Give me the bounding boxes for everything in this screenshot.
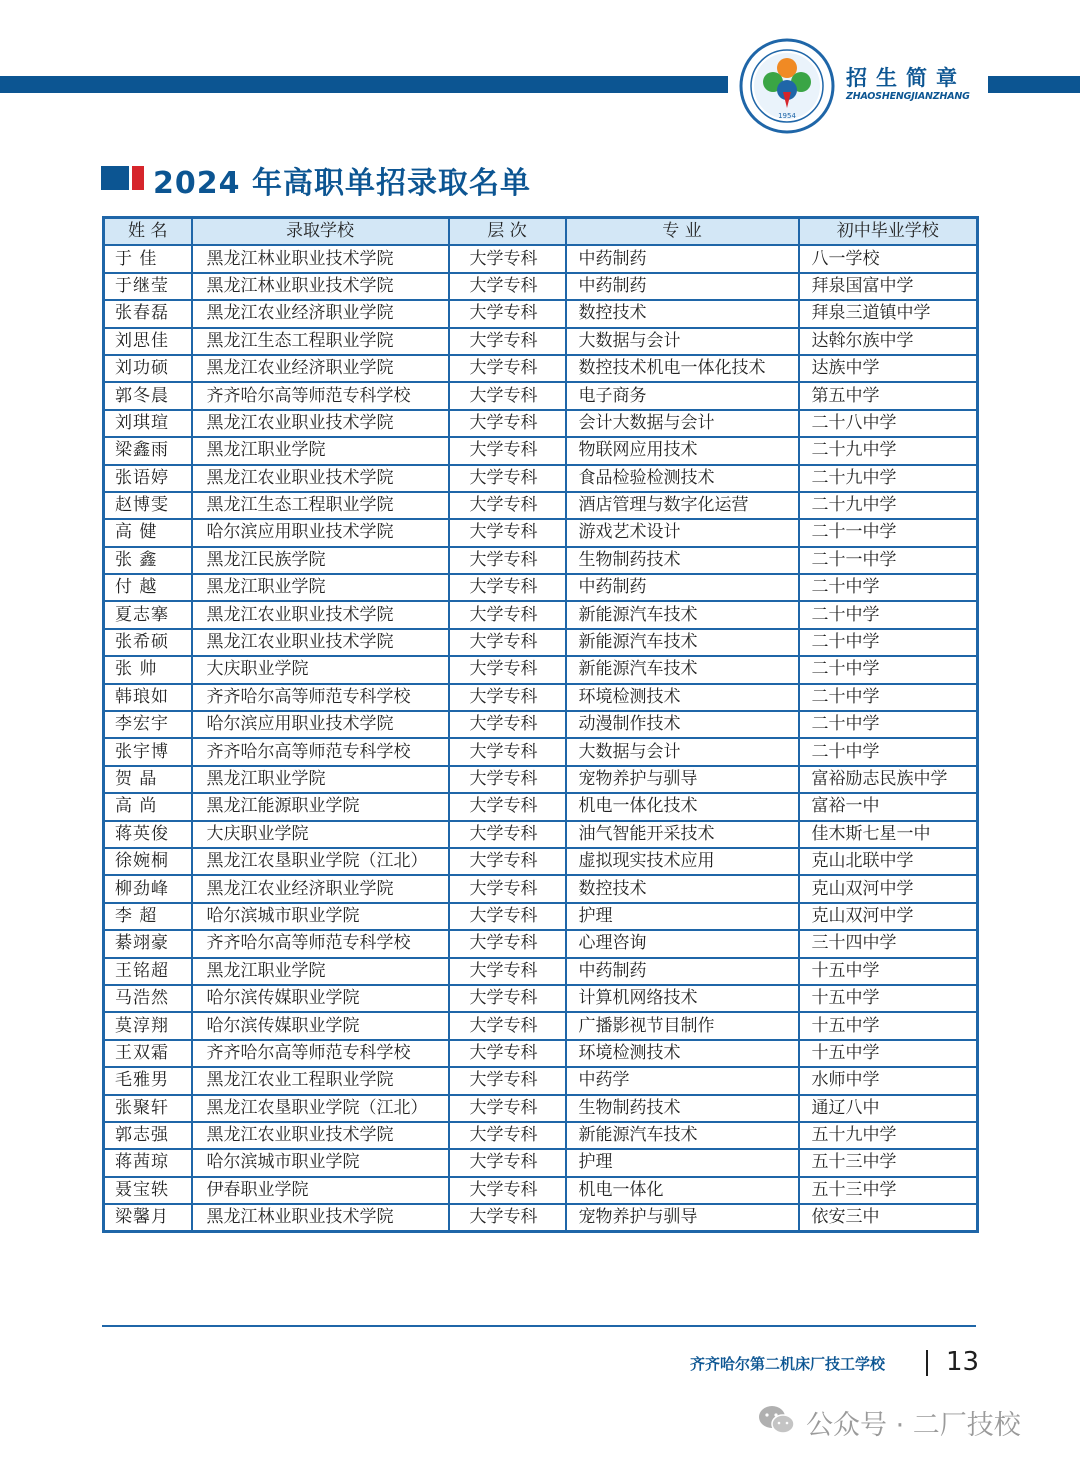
cell-student-name: 李 超 (104, 903, 192, 930)
cell-admitted-school: 黑龙江林业职业技术学院 (192, 273, 449, 300)
table-row (104, 930, 978, 957)
cell-middle-school: 三十四中学 (799, 930, 978, 957)
cell-student-name: 綦翊豪 (104, 930, 192, 957)
cell-admitted-school: 黑龙江农业经济职业学院 (192, 355, 449, 382)
cell-major: 新能源汽车技术 (566, 629, 799, 656)
table-row (104, 684, 978, 711)
cell-admitted-school: 黑龙江农业工程职业学院 (192, 1067, 449, 1094)
cell-student-name: 李宏宇 (104, 711, 192, 738)
cell-level: 大学专科 (449, 328, 566, 355)
cell-middle-school: 拜泉国富中学 (799, 273, 978, 300)
cell-level: 大学专科 (449, 1067, 566, 1094)
cell-student-name: 蒋茜琼 (104, 1149, 192, 1176)
cell-student-name: 马浩然 (104, 985, 192, 1012)
cell-level: 大学专科 (449, 930, 566, 957)
cell-student-name: 贺 晶 (104, 766, 192, 793)
cell-middle-school: 二十八中学 (799, 410, 978, 437)
cell-major: 新能源汽车技术 (566, 1122, 799, 1149)
cell-level: 大学专科 (449, 1177, 566, 1204)
cell-admitted-school: 大庆职业学院 (192, 821, 449, 848)
cell-middle-school: 五十九中学 (799, 1122, 978, 1149)
table-row (104, 629, 978, 656)
table-row (104, 848, 978, 875)
table-row (104, 1149, 978, 1176)
cell-student-name: 张 鑫 (104, 547, 192, 574)
cell-major: 中药制药 (566, 273, 799, 300)
cell-level: 大学专科 (449, 738, 566, 765)
cell-level: 大学专科 (449, 1095, 566, 1122)
cell-major: 食品检验检测技术 (566, 465, 799, 492)
school-logo-icon (739, 38, 835, 134)
cell-student-name: 付 越 (104, 574, 192, 601)
cell-major: 数控技术机电一体化技术 (566, 355, 799, 382)
table-row (104, 300, 978, 327)
brand-title: 招生简章 (846, 66, 966, 90)
table-body (104, 245, 978, 1232)
cell-student-name: 刘功硕 (104, 355, 192, 382)
table-row (104, 547, 978, 574)
cell-student-name: 张语婷 (104, 465, 192, 492)
cell-major: 数控技术 (566, 300, 799, 327)
cell-admitted-school: 哈尔滨应用职业技术学院 (192, 519, 449, 546)
cell-level: 大学专科 (449, 601, 566, 628)
cell-middle-school: 二十九中学 (799, 465, 978, 492)
cell-level: 大学专科 (449, 300, 566, 327)
cell-admitted-school: 黑龙江农业职业技术学院 (192, 1122, 449, 1149)
cell-student-name: 张春磊 (104, 300, 192, 327)
cell-middle-school: 拜泉三道镇中学 (799, 300, 978, 327)
cell-middle-school: 二十一中学 (799, 547, 978, 574)
cell-middle-school: 二十一中学 (799, 519, 978, 546)
cell-admitted-school: 哈尔滨城市职业学院 (192, 1149, 449, 1176)
cell-major: 新能源汽车技术 (566, 656, 799, 683)
cell-level: 大学专科 (449, 245, 566, 272)
table-row (104, 656, 978, 683)
table-row (104, 245, 978, 272)
cell-middle-school: 二十中学 (799, 574, 978, 601)
cell-major: 机电一体化技术 (566, 793, 799, 820)
table-row (104, 410, 978, 437)
table-row (104, 273, 978, 300)
table-row (104, 1095, 978, 1122)
cell-level: 大学专科 (449, 793, 566, 820)
cell-level: 大学专科 (449, 711, 566, 738)
cell-major: 环境检测技术 (566, 1040, 799, 1067)
cell-middle-school: 十五中学 (799, 1012, 978, 1039)
cell-student-name: 于 佳 (104, 245, 192, 272)
cell-level: 大学专科 (449, 656, 566, 683)
cell-level: 大学专科 (449, 519, 566, 546)
cell-middle-school: 水师中学 (799, 1067, 978, 1094)
cell-middle-school: 佳木斯七星一中 (799, 821, 978, 848)
cell-level: 大学专科 (449, 355, 566, 382)
table-row (104, 1040, 978, 1067)
table-row (104, 958, 978, 985)
cell-admitted-school: 黑龙江林业职业技术学院 (192, 245, 449, 272)
cell-student-name: 于继莹 (104, 273, 192, 300)
cell-major: 广播影视节目制作 (566, 1012, 799, 1039)
cell-major: 油气智能开采技术 (566, 821, 799, 848)
cell-admitted-school: 黑龙江农垦职业学院（江北） (192, 848, 449, 875)
cell-level: 大学专科 (449, 574, 566, 601)
cell-level: 大学专科 (449, 382, 566, 409)
cell-major: 游戏艺术设计 (566, 519, 799, 546)
cell-admitted-school: 黑龙江农业职业技术学院 (192, 465, 449, 492)
cell-major: 中药学 (566, 1067, 799, 1094)
table-row (104, 465, 978, 492)
cell-admitted-school: 大庆职业学院 (192, 656, 449, 683)
cell-major: 新能源汽车技术 (566, 601, 799, 628)
cell-middle-school: 富裕一中 (799, 793, 978, 820)
cell-level: 大学专科 (449, 1149, 566, 1176)
cell-admitted-school: 黑龙江农业职业技术学院 (192, 410, 449, 437)
table-row (104, 355, 978, 382)
cell-major: 大数据与会计 (566, 738, 799, 765)
cell-student-name: 徐婉桐 (104, 848, 192, 875)
watermark-text: 公众号 · 二厂技校 (806, 1410, 1021, 1441)
cell-middle-school: 二十中学 (799, 629, 978, 656)
cell-student-name: 刘思佳 (104, 328, 192, 355)
table-row (104, 328, 978, 355)
cell-admitted-school: 黑龙江农业职业技术学院 (192, 629, 449, 656)
cell-student-name: 毛雅男 (104, 1067, 192, 1094)
table-row (104, 903, 978, 930)
cell-admitted-school: 齐齐哈尔高等师范专科学校 (192, 684, 449, 711)
cell-admitted-school: 黑龙江生态工程职业学院 (192, 492, 449, 519)
table-row (104, 437, 978, 464)
table-row (104, 711, 978, 738)
cell-admitted-school: 黑龙江农业职业技术学院 (192, 601, 449, 628)
cell-student-name: 张 帅 (104, 656, 192, 683)
table-row (104, 1012, 978, 1039)
cell-major: 动漫制作技术 (566, 711, 799, 738)
cell-middle-school: 克山双河中学 (799, 875, 978, 902)
cell-student-name: 赵博雯 (104, 492, 192, 519)
cell-admitted-school: 哈尔滨应用职业技术学院 (192, 711, 449, 738)
cell-major: 大数据与会计 (566, 328, 799, 355)
cell-middle-school: 富裕励志民族中学 (799, 766, 978, 793)
table-row (104, 574, 978, 601)
footer-separator (926, 1350, 928, 1376)
admission-table (102, 216, 979, 1233)
cell-middle-school: 五十三中学 (799, 1177, 978, 1204)
cell-middle-school: 第五中学 (799, 382, 978, 409)
cell-middle-school: 十五中学 (799, 985, 978, 1012)
cell-admitted-school: 黑龙江农业经济职业学院 (192, 300, 449, 327)
cell-student-name: 梁鑫雨 (104, 437, 192, 464)
cell-level: 大学专科 (449, 848, 566, 875)
cell-admitted-school: 伊春职业学院 (192, 1177, 449, 1204)
cell-admitted-school: 黑龙江林业职业技术学院 (192, 1204, 449, 1232)
cell-level: 大学专科 (449, 958, 566, 985)
cell-student-name: 郭冬晨 (104, 382, 192, 409)
cell-major: 机电一体化 (566, 1177, 799, 1204)
wechat-icon (757, 1403, 797, 1437)
cell-middle-school: 克山北联中学 (799, 848, 978, 875)
cell-middle-school: 达族中学 (799, 355, 978, 382)
cell-level: 大学专科 (449, 465, 566, 492)
cell-major: 数控技术 (566, 875, 799, 902)
cell-middle-school: 依安三中 (799, 1204, 978, 1232)
cell-major: 中药制药 (566, 574, 799, 601)
cell-level: 大学专科 (449, 1012, 566, 1039)
cell-middle-school: 五十三中学 (799, 1149, 978, 1176)
cell-middle-school: 通辽八中 (799, 1095, 978, 1122)
cell-student-name: 蒋英俊 (104, 821, 192, 848)
cell-admitted-school: 黑龙江职业学院 (192, 766, 449, 793)
cell-level: 大学专科 (449, 629, 566, 656)
cell-admitted-school: 哈尔滨传媒职业学院 (192, 1012, 449, 1039)
cell-student-name: 梁馨月 (104, 1204, 192, 1232)
cell-middle-school: 二十九中学 (799, 437, 978, 464)
cell-admitted-school: 黑龙江民族学院 (192, 547, 449, 574)
cell-admitted-school: 黑龙江职业学院 (192, 958, 449, 985)
cell-student-name: 刘琪瑄 (104, 410, 192, 437)
footer-rule (102, 1325, 976, 1327)
cell-middle-school: 二十中学 (799, 601, 978, 628)
cell-student-name: 高 健 (104, 519, 192, 546)
table-row (104, 382, 978, 409)
cell-middle-school: 二十中学 (799, 711, 978, 738)
cell-admitted-school: 齐齐哈尔高等师范专科学校 (192, 382, 449, 409)
footer-school-name: 齐齐哈尔第二机床厂技工学校 (690, 1355, 886, 1373)
cell-level: 大学专科 (449, 1040, 566, 1067)
cell-level: 大学专科 (449, 985, 566, 1012)
page-number: 13 (946, 1347, 980, 1377)
cell-student-name: 张聚轩 (104, 1095, 192, 1122)
cell-level: 大学专科 (449, 410, 566, 437)
table-row (104, 1177, 978, 1204)
cell-level: 大学专科 (449, 273, 566, 300)
cell-admitted-school: 黑龙江能源职业学院 (192, 793, 449, 820)
cell-major: 生物制药技术 (566, 547, 799, 574)
cell-admitted-school: 哈尔滨城市职业学院 (192, 903, 449, 930)
table-row (104, 1204, 978, 1232)
title-marker (101, 166, 145, 190)
cell-student-name: 韩琅如 (104, 684, 192, 711)
col-header-major: 专 业 (566, 218, 799, 246)
cell-major: 会计大数据与会计 (566, 410, 799, 437)
cell-major: 酒店管理与数字化运营 (566, 492, 799, 519)
table-header-row (104, 218, 978, 246)
cell-major: 生物制药技术 (566, 1095, 799, 1122)
cell-major: 护理 (566, 1149, 799, 1176)
cell-major: 护理 (566, 903, 799, 930)
cell-admitted-school: 黑龙江农垦职业学院（江北） (192, 1095, 449, 1122)
table-row (104, 1067, 978, 1094)
cell-major: 宠物养护与驯导 (566, 1204, 799, 1232)
cell-admitted-school: 齐齐哈尔高等师范专科学校 (192, 1040, 449, 1067)
cell-major: 中药制药 (566, 958, 799, 985)
table-row (104, 519, 978, 546)
cell-middle-school: 二十中学 (799, 738, 978, 765)
cell-middle-school: 二十九中学 (799, 492, 978, 519)
logo-year: 1954 (778, 112, 796, 120)
cell-student-name: 夏志搴 (104, 601, 192, 628)
table-row (104, 821, 978, 848)
cell-student-name: 高 尚 (104, 793, 192, 820)
cell-middle-school: 十五中学 (799, 958, 978, 985)
cell-student-name: 张宇博 (104, 738, 192, 765)
table-row (104, 492, 978, 519)
cell-middle-school: 克山双河中学 (799, 903, 978, 930)
cell-middle-school: 二十中学 (799, 684, 978, 711)
cell-level: 大学专科 (449, 684, 566, 711)
table-row (104, 738, 978, 765)
cell-admitted-school: 哈尔滨传媒职业学院 (192, 985, 449, 1012)
col-header-middle-school: 初中毕业学校 (799, 218, 978, 246)
table-row (104, 766, 978, 793)
cell-major: 电子商务 (566, 382, 799, 409)
col-header-name: 姓 名 (104, 218, 192, 246)
cell-middle-school: 十五中学 (799, 1040, 978, 1067)
cell-middle-school: 八一学校 (799, 245, 978, 272)
cell-admitted-school: 黑龙江农业经济职业学院 (192, 875, 449, 902)
cell-admitted-school: 黑龙江职业学院 (192, 574, 449, 601)
cell-major: 虚拟现实技术应用 (566, 848, 799, 875)
table-row (104, 601, 978, 628)
cell-level: 大学专科 (449, 1122, 566, 1149)
cell-student-name: 柳劲峰 (104, 875, 192, 902)
cell-admitted-school: 齐齐哈尔高等师范专科学校 (192, 930, 449, 957)
page-title: 2024 年高职单招录取名单 (153, 166, 531, 201)
cell-admitted-school: 齐齐哈尔高等师范专科学校 (192, 738, 449, 765)
cell-student-name: 莫淳翔 (104, 1012, 192, 1039)
cell-level: 大学专科 (449, 1204, 566, 1232)
cell-level: 大学专科 (449, 875, 566, 902)
cell-level: 大学专科 (449, 437, 566, 464)
cell-student-name: 郭志强 (104, 1122, 192, 1149)
col-header-school: 录取学校 (192, 218, 449, 246)
table-row (104, 875, 978, 902)
cell-student-name: 张希硕 (104, 629, 192, 656)
cell-major: 中药制药 (566, 245, 799, 272)
cell-student-name: 聂宝轶 (104, 1177, 192, 1204)
cell-level: 大学专科 (449, 903, 566, 930)
header-band-left (0, 76, 728, 93)
table-row (104, 985, 978, 1012)
cell-level: 大学专科 (449, 821, 566, 848)
cell-major: 心理咨询 (566, 930, 799, 957)
table-row (104, 1122, 978, 1149)
cell-middle-school: 达斡尔族中学 (799, 328, 978, 355)
cell-student-name: 王双霜 (104, 1040, 192, 1067)
brand-subtitle: ZHAOSHENGJIANZHANG (846, 91, 970, 102)
cell-level: 大学专科 (449, 766, 566, 793)
cell-major: 环境检测技术 (566, 684, 799, 711)
cell-admitted-school: 黑龙江生态工程职业学院 (192, 328, 449, 355)
cell-middle-school: 二十中学 (799, 656, 978, 683)
cell-major: 物联网应用技术 (566, 437, 799, 464)
cell-level: 大学专科 (449, 492, 566, 519)
cell-admitted-school: 黑龙江职业学院 (192, 437, 449, 464)
cell-major: 宠物养护与驯导 (566, 766, 799, 793)
header-band-right (988, 76, 1080, 93)
table-row (104, 793, 978, 820)
cell-student-name: 王铭超 (104, 958, 192, 985)
cell-major: 计算机网络技术 (566, 985, 799, 1012)
col-header-level: 层 次 (449, 218, 566, 246)
cell-level: 大学专科 (449, 547, 566, 574)
